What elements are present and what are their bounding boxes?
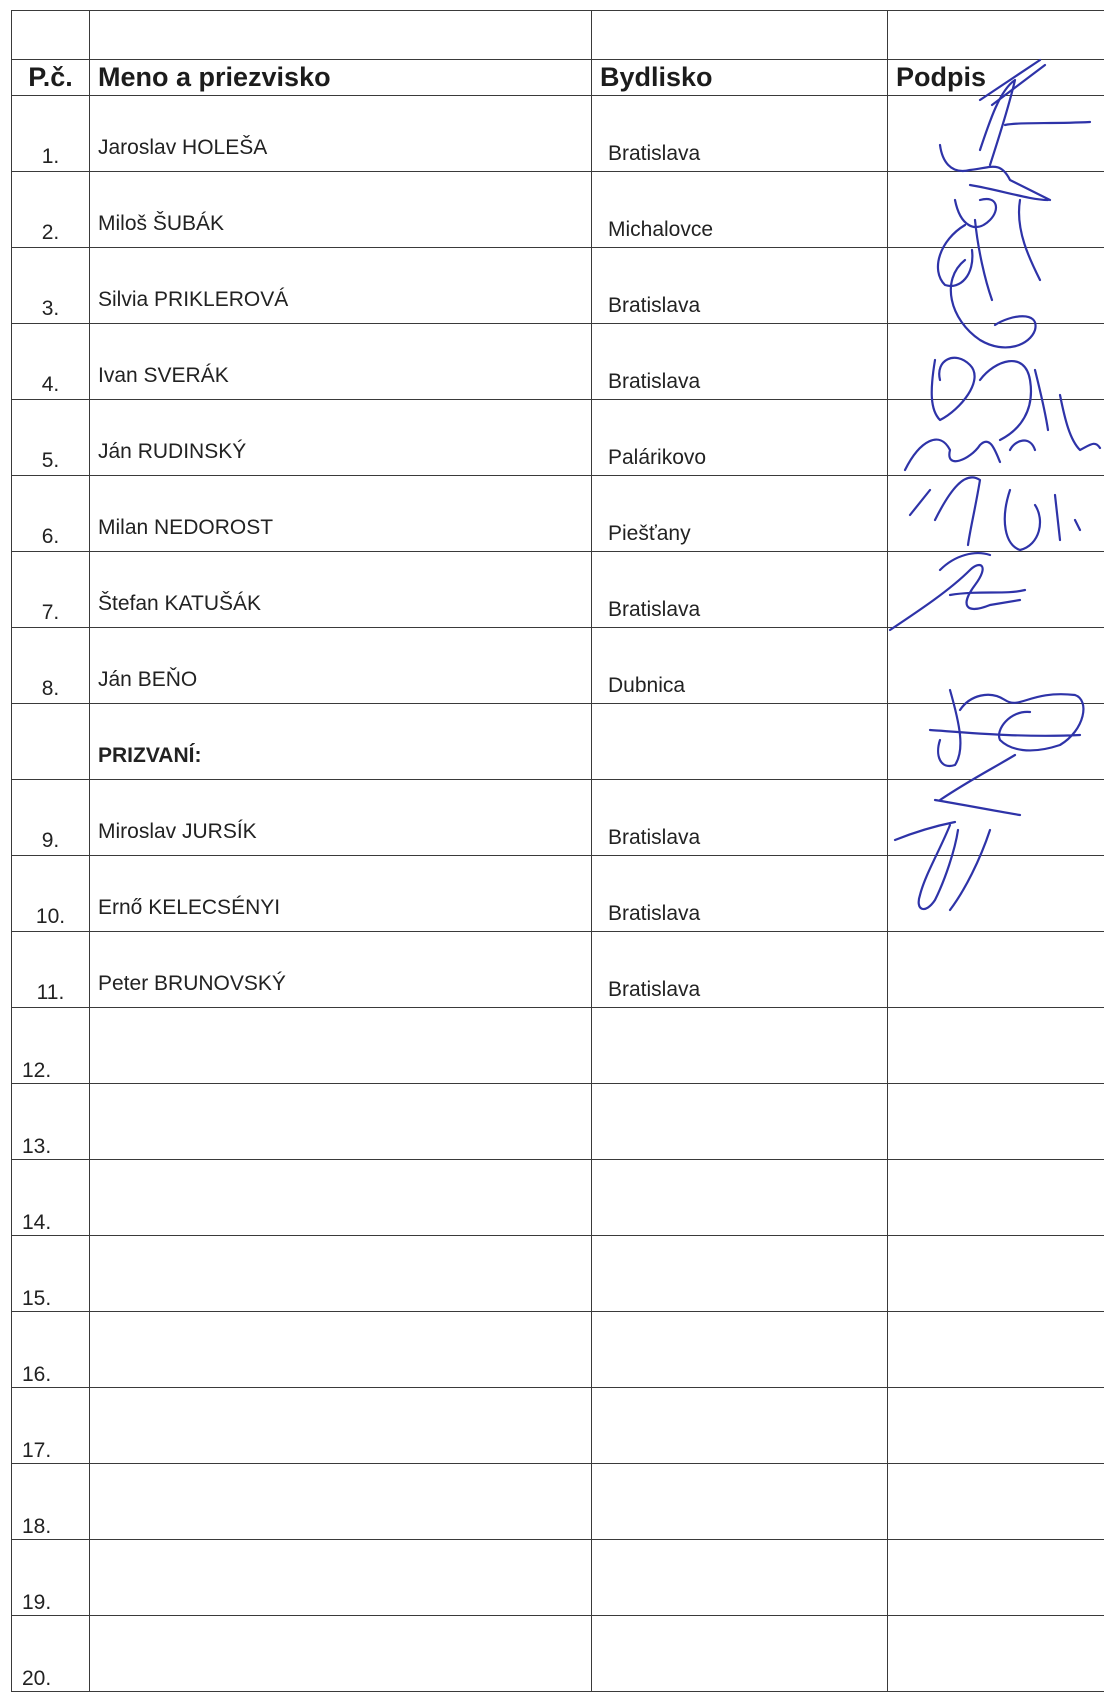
- row-name: Ján BEŇO: [90, 628, 592, 704]
- row-number: 13.: [12, 1084, 90, 1160]
- table-row: [12, 1388, 1104, 1464]
- row-signature-cell: [888, 1464, 1104, 1540]
- row-residence: Bratislava: [592, 96, 888, 172]
- table-row: [12, 172, 1104, 248]
- row-residence: [592, 1616, 888, 1692]
- row-signature-cell: [888, 1388, 1104, 1464]
- row-number: 16.: [12, 1312, 90, 1388]
- row-number: 20.: [12, 1616, 90, 1692]
- row-name: Miloš ŠUBÁK: [90, 172, 592, 248]
- attendance-table: [11, 10, 1104, 1692]
- table-row: [12, 324, 1104, 400]
- table-row: [12, 476, 1104, 552]
- row-name: Silvia PRIKLEROVÁ: [90, 248, 592, 324]
- row-signature-cell: [888, 324, 1104, 400]
- header-name: Meno a priezvisko: [90, 60, 592, 96]
- row-name: Ján RUDINSKÝ: [90, 400, 592, 476]
- row-signature-cell: [888, 856, 1104, 932]
- row-name: [90, 1616, 592, 1692]
- row-number: 4.: [12, 324, 90, 400]
- row-name: Peter BRUNOVSKÝ: [90, 932, 592, 1008]
- row-number: 1.: [12, 96, 90, 172]
- table-row: [12, 1312, 1104, 1388]
- table-row: [12, 552, 1104, 628]
- row-signature-cell: [888, 552, 1104, 628]
- row-name: Miroslav JURSÍK: [90, 780, 592, 856]
- row-number: [12, 704, 90, 780]
- row-signature-cell: [888, 780, 1104, 856]
- row-residence: [592, 704, 888, 780]
- row-number: 19.: [12, 1540, 90, 1616]
- row-signature-cell: [888, 1616, 1104, 1692]
- table-row: [12, 96, 1104, 172]
- table-row: [12, 1540, 1104, 1616]
- row-residence: [592, 1008, 888, 1084]
- table-row: [12, 856, 1104, 932]
- row-name: [90, 1160, 592, 1236]
- row-signature-cell: [888, 1084, 1104, 1160]
- row-number: 11.: [12, 932, 90, 1008]
- row-signature-cell: [888, 1312, 1104, 1388]
- row-name: Štefan KATUŠÁK: [90, 552, 592, 628]
- section-row-invited: [12, 704, 1104, 780]
- row-number: 9.: [12, 780, 90, 856]
- row-name: [90, 1008, 592, 1084]
- row-residence: [592, 1388, 888, 1464]
- row-residence: Bratislava: [592, 552, 888, 628]
- table-row: [12, 1084, 1104, 1160]
- row-signature-cell: [888, 400, 1104, 476]
- table-row: [12, 248, 1104, 324]
- row-residence: Palárikovo: [592, 400, 888, 476]
- top-spacer-row: [12, 11, 1104, 60]
- row-name: [90, 1464, 592, 1540]
- table-row: [12, 932, 1104, 1008]
- row-signature-cell: [888, 704, 1104, 780]
- row-signature-cell: [888, 1160, 1104, 1236]
- row-signature-cell: [888, 1236, 1104, 1312]
- table-row: [12, 1236, 1104, 1312]
- section-heading: PRIZVANÍ:: [90, 704, 592, 780]
- table-row: [12, 780, 1104, 856]
- row-signature-cell: [888, 248, 1104, 324]
- row-number: 5.: [12, 400, 90, 476]
- row-number: 12.: [12, 1008, 90, 1084]
- row-residence: [592, 1236, 888, 1312]
- row-signature-cell: [888, 1540, 1104, 1616]
- row-number: 8.: [12, 628, 90, 704]
- row-signature-cell: [888, 96, 1104, 172]
- row-number: 15.: [12, 1236, 90, 1312]
- row-number: 2.: [12, 172, 90, 248]
- row-signature-cell: [888, 476, 1104, 552]
- row-number: 7.: [12, 552, 90, 628]
- row-name: Milan NEDOROST: [90, 476, 592, 552]
- header-signature: Podpis: [888, 60, 1104, 96]
- row-residence: [592, 1160, 888, 1236]
- table-row: [12, 1616, 1104, 1692]
- row-name: [90, 1084, 592, 1160]
- table-row: [12, 400, 1104, 476]
- row-name: [90, 1236, 592, 1312]
- row-number: 3.: [12, 248, 90, 324]
- row-number: 14.: [12, 1160, 90, 1236]
- row-number: 6.: [12, 476, 90, 552]
- row-residence: Bratislava: [592, 856, 888, 932]
- row-signature-cell: [888, 1008, 1104, 1084]
- row-signature-cell: [888, 172, 1104, 248]
- row-number: 18.: [12, 1464, 90, 1540]
- row-name: Ernő KELECSÉNYI: [90, 856, 592, 932]
- header-number: P.č.: [12, 60, 90, 96]
- row-residence: Bratislava: [592, 324, 888, 400]
- row-name: Jaroslav HOLEŠA: [90, 96, 592, 172]
- row-number: 10.: [12, 856, 90, 932]
- row-residence: Dubnica: [592, 628, 888, 704]
- row-residence: [592, 1312, 888, 1388]
- row-residence: Michalovce: [592, 172, 888, 248]
- row-name: [90, 1540, 592, 1616]
- header-row: [12, 60, 1104, 96]
- row-name: Ivan SVERÁK: [90, 324, 592, 400]
- row-residence: Bratislava: [592, 932, 888, 1008]
- row-residence: Bratislava: [592, 248, 888, 324]
- row-residence: [592, 1084, 888, 1160]
- row-residence: [592, 1540, 888, 1616]
- row-signature-cell: [888, 628, 1104, 704]
- header-residence: Bydlisko: [592, 60, 888, 96]
- row-number: 17.: [12, 1388, 90, 1464]
- row-name: [90, 1388, 592, 1464]
- table-row: [12, 1464, 1104, 1540]
- row-residence: [592, 1464, 888, 1540]
- table-row: [12, 1008, 1104, 1084]
- row-name: [90, 1312, 592, 1388]
- row-residence: Piešťany: [592, 476, 888, 552]
- table-row: [12, 1160, 1104, 1236]
- row-signature-cell: [888, 932, 1104, 1008]
- row-residence: Bratislava: [592, 780, 888, 856]
- table-row: [12, 628, 1104, 704]
